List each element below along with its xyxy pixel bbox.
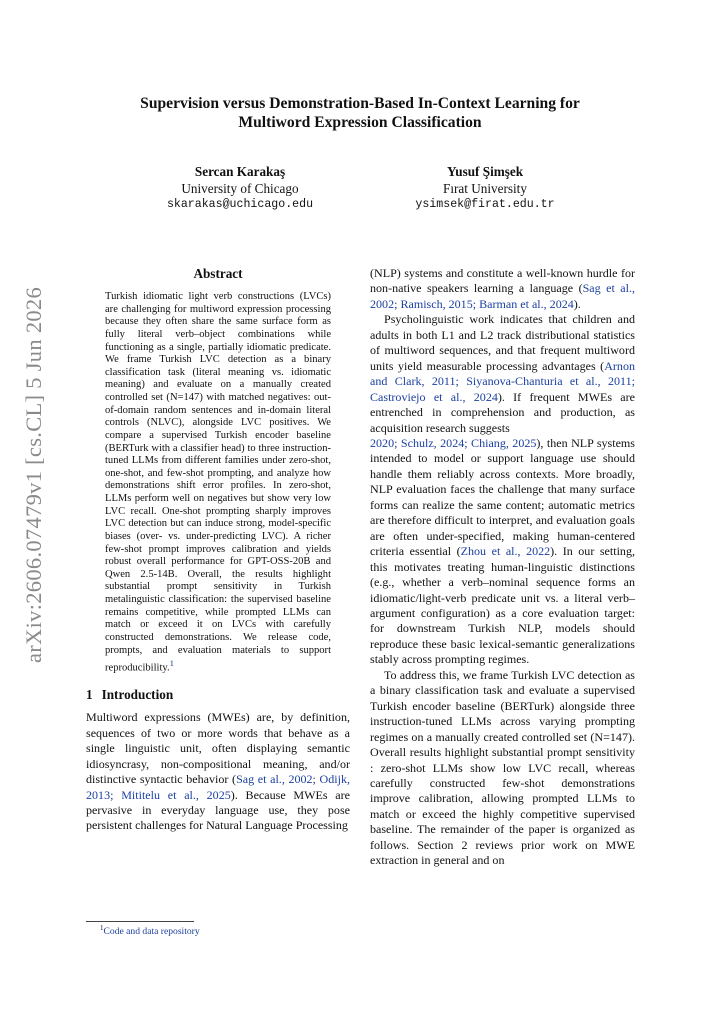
author-email[interactable]: skarakas@uchicago.edu [166,198,314,211]
abstract-text: Turkish idiomatic light verb constructions (LVCs) are challenging for multiword expression processing because they often share the same surface form as fully literal verb–object combinations while functioning as a single, partially idiomatic predicate. We frame Turkish LVC detection as a binary classification task (literal meaning vs. idiomatic meaning) and evaluate on a manually created controlled set (N=147) with matched negatives: out-of-domain random sentences and in-domain literal controls (NLVC), alongside LVC positives. We compare a supervised Turkish encoder baseline (BERTurk with a classifier head) to three instruction-tuned LLMs from different families under zero-shot, one-shot, and few-shot prompting, and analyze how demonstrations shift error profiles. In zero-shot, LLMs perform well on negatives but show very low LVC recall. One-shot prompting sharply improves LVC detection but can induce strong, model-specific biases (over- vs. under-predicting LVC). A richer few-shot prompt improves calibration and yields robust overall performance for GPT-OSS-20B and Qwen 2.5-14B. Overall, the results highlight substantial prompt sensitivity in Turkish metalinguistic classification: the supervised baseline remains competitive, while prompted LLMs can match or exceed it on LVCs with carefully constructed demonstrations. We release code, prompts, and evaluation materials to support reproducibility. [105,291,331,674]
paragraph-text: ), then NLP systems intended to model or support language use should handle them reliably across contexts. More broadly, NLP evaluation faces the challenge that many surface forms can realize the same content; automatic metrics are therefore difficult to interpret, and evaluation goals are often under-specified, making human-centered criteria essential ( [370,435,635,559]
section-title: Introduction [101,687,174,703]
abstract-body [105,291,331,675]
title-line-1: Supervision versus Demonstration-Based In-Context Learning for [140,95,580,112]
author-name: Sercan Karakaş [194,164,286,179]
citation-link[interactable]: Sag et al., 2002; Ramisch, 2015; Barman et al., 2024 [370,281,635,311]
author-block-2 [365,164,605,214]
footnote-marker[interactable]: 1 [169,658,175,669]
author-name: Yusuf Şimşek [446,164,524,179]
paragraph-text: ). In our setting, this motivates treating human-linguistic distinctions (e.g., whether a verb–nominal sequence forms an idiomatic/light-verb predicate unit vs. a literal verb–argument configuration) as a core evaluation target: for downstream Turkish NLP, models should reproduce these basic lexical-semantic generalizations stably across prompting regimes. [370,544,635,667]
section-number: 1 [86,687,93,703]
footnote-divider [86,921,194,922]
paragraph-text: ). Because MWEs are pervasive in everyday language use, they pose persistent challenges for Natural Language Processing [86,787,351,833]
section-heading [86,687,350,703]
intro-paragraph [86,710,350,834]
paragraph-text: (NLP) systems and constitute a well-known hurdle for non-native speakers learning a language ( [370,266,635,296]
title-line-2: Multiword Expression Classification [238,114,482,131]
arxiv-id-text: arXiv:2606.07479v1 [cs.CL] 5 Jun 2026 [21,286,46,664]
right-column [370,266,635,869]
citation-link[interactable]: Sag et al., 2002; Odijk, 2013; Mititelu et al., 2025 [86,772,350,802]
paragraph-text: To address this, we frame Turkish LVC detection as a binary classification task and evaluate a supervised Turkish encoder baseline (BERTurk) alongside three instruction-tuned LLMs across varying prompting regimes on a manually created controlled set (N=147). Overall results highlight substantial prompt sensitivity : zero-shot LLMs show low LVC recall, whereas carefully constructed few-shot demonstrations improve calibration, allowing prompted LLMs to match or exceed the highly competitive supervised baseline. The remainder of the paper is organized as follows. Section 2 reviews prior work on MWE extraction in general and on [370,667,635,868]
citation-link[interactable]: Zhou et al., 2022 [460,544,551,559]
footnote [100,924,200,937]
author-email[interactable]: ysimsek@firat.edu.tr [415,198,555,211]
body-paragraph [370,668,635,869]
body-paragraph [370,266,635,312]
author-block-1 [120,164,360,214]
left-column [86,266,350,834]
abstract-heading: Abstract [193,266,243,281]
citation-link[interactable]: Arnon and Clark, 2011; Siyanova-Chanturia et al., 2011; Castroviejo et al., 2024 [370,358,635,404]
arxiv-watermark [14,260,54,690]
citation-link[interactable]: 2020; Schulz, 2024; Chiang, 2025 [370,435,537,450]
body-paragraph [370,312,635,667]
paragraph-text: Psycholinguistic work indicates that children and adults in both L1 and L2 track distributional statistics of multiword sequences, and that frequent multiword units yield measurable processing advantages ( [370,312,635,373]
paper-title [90,94,630,132]
author-affiliation: Fırat University [443,180,527,196]
author-affiliation: University of Chicago [181,180,299,196]
footnote-number: 1 [100,924,104,932]
paragraph-text: ). If frequent MWEs are entrenched in comprehension and production, as acquisition research suggests [370,389,635,435]
paragraph-text: ). [573,296,581,311]
paragraph-text: Multiword expressions (MWEs) are, by definition, sequences of two or more words that behave as a single linguistic unit, often displaying semantic idiosyncrasy, non-compositional meaning, and/or distinctive syntactic behavior ( [86,710,350,787]
footnote-link[interactable]: Code and data repository [103,926,200,938]
